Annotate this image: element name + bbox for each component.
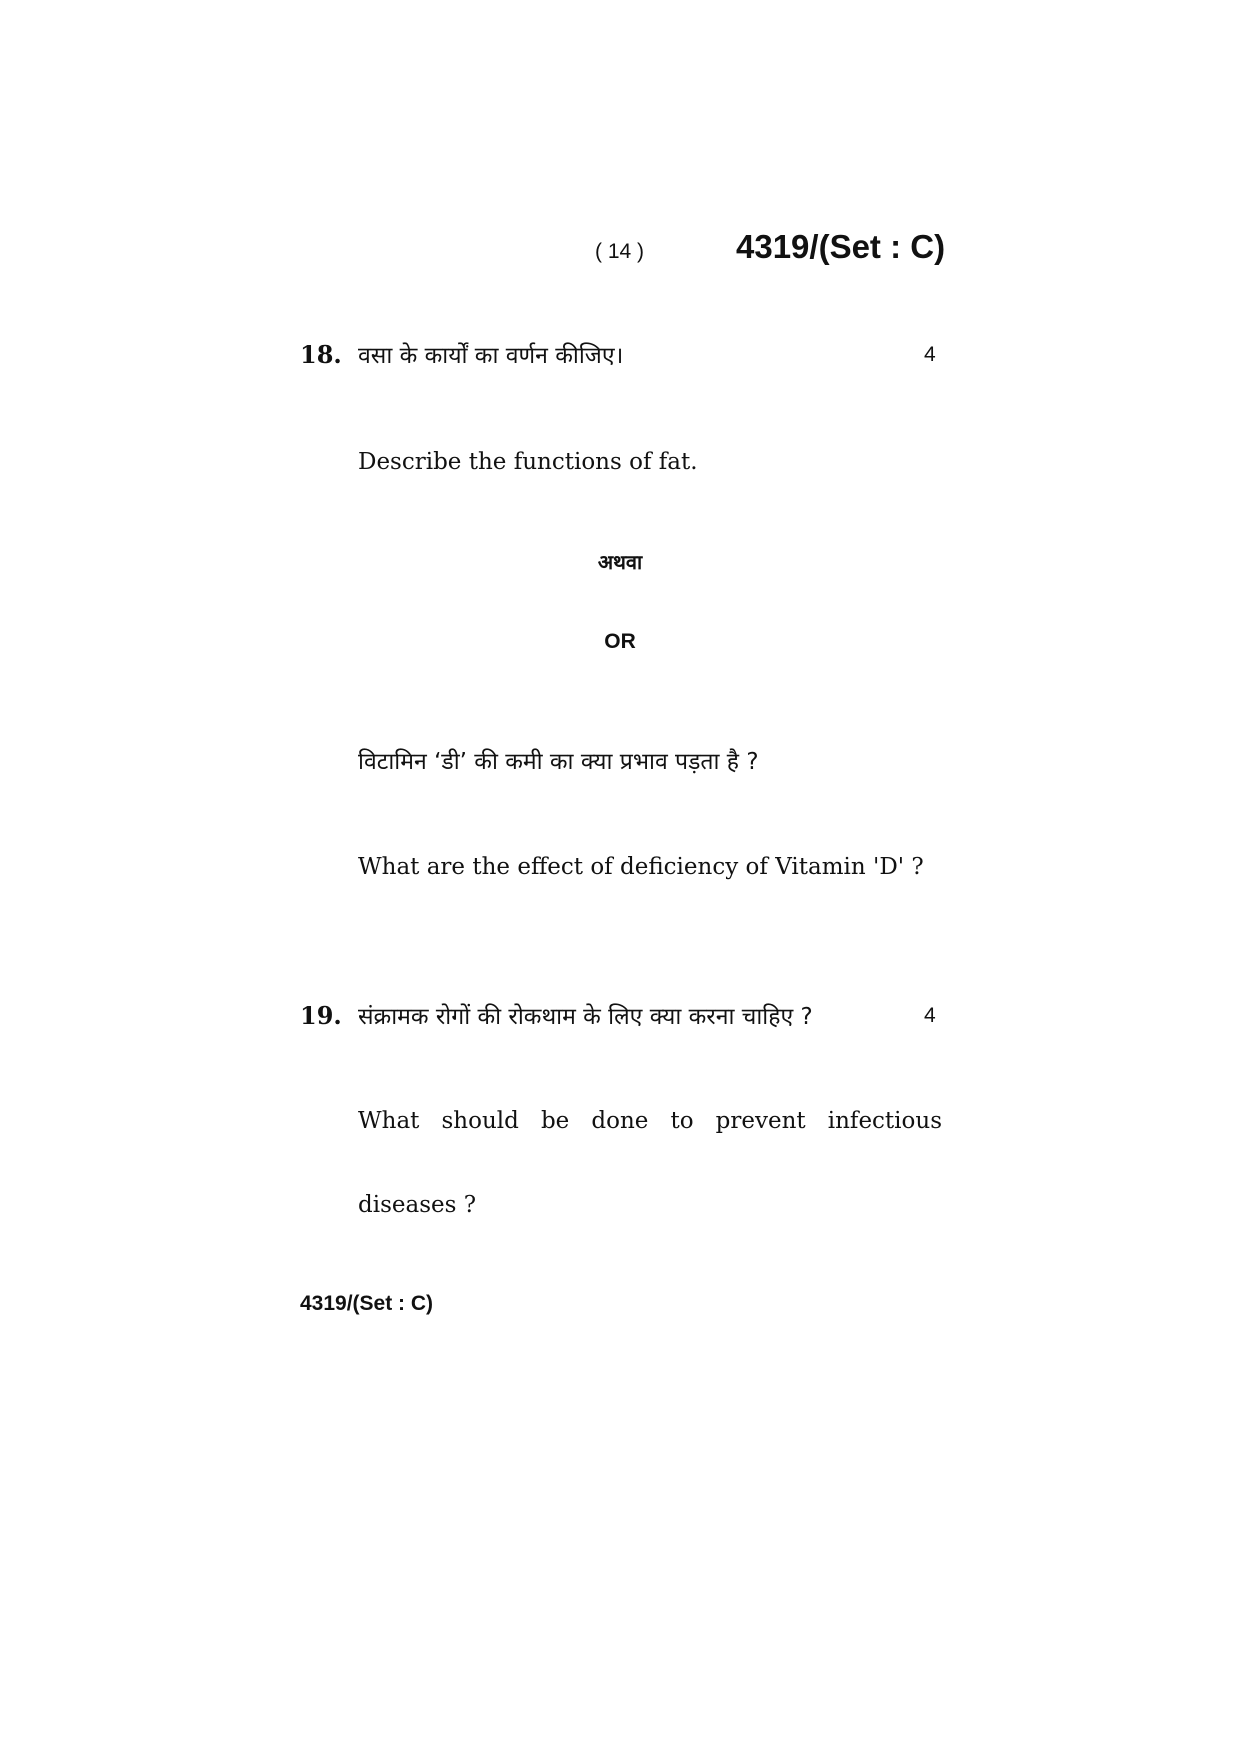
paper-code-footer: 4319/(Set : C) [300, 1292, 434, 1315]
question-18-number: 18. [300, 340, 342, 369]
question-19-number: 19. [300, 1001, 342, 1030]
question-18-alt-english-text: What are the effect of deficiency of Vitamin 'D' ? [358, 854, 924, 880]
page-number: ( 14 ) [595, 240, 645, 263]
question-18-hindi-text: वसा के कार्यों का वर्णन कीजिए। [358, 343, 624, 369]
question-18-marks: 4 [924, 343, 936, 366]
or-separator-hindi: अथवा [597, 550, 643, 574]
question-19-hindi-text: संक्रामक रोगों की रोकथाम के लिए क्या करना चाहिए ? [358, 1004, 813, 1030]
question-19-marks: 4 [924, 1004, 936, 1027]
question-18-english-text: Describe the functions of fat. [358, 449, 698, 475]
question-19-english-line-2: diseases ? [358, 1192, 477, 1218]
paper-code-header: 4319/(Set : C) [736, 228, 946, 265]
question-18-alt-hindi-text: विटामिन ‘डी’ की कमी का क्या प्रभाव पड़ता है ? [358, 749, 759, 775]
or-separator-english: OR [604, 630, 636, 653]
question-19-english-line-1: What should be done to prevent infectious [358, 1108, 942, 1134]
